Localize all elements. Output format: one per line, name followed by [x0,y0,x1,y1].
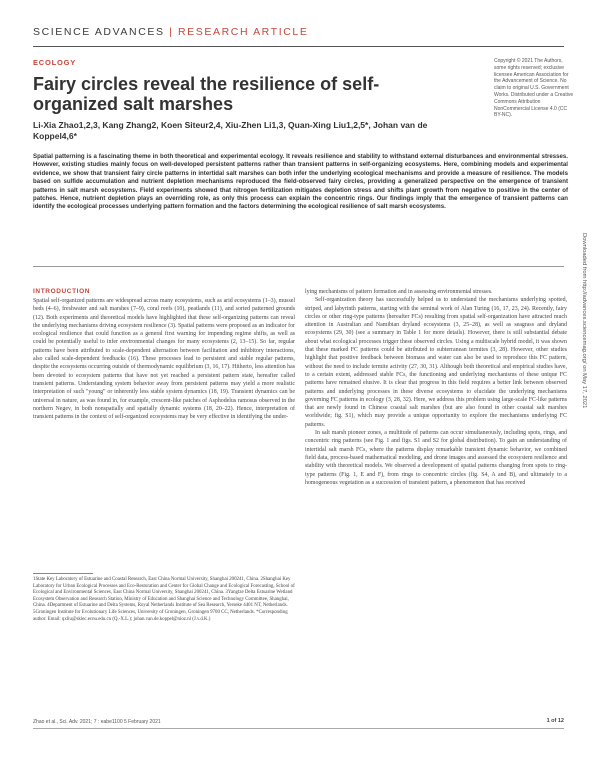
header-separator: | [169,26,174,38]
download-notice: Downloaded from http://advances.sciencemag.org/ on May 17, 2021 [581,233,587,409]
header-rule [33,46,564,47]
article-type: RESEARCH ARTICLE [178,26,309,38]
section-label: ECOLOGY [33,58,77,67]
page-number: 1 of 12 [546,718,564,724]
paragraph: lying mechanisms of pattern formation and in assessing environmental stresses. [305,289,493,295]
author-list: Li-Xia Zhao1,2,3, Kang Zhang2, Koen Siteur2,4, Xiu-Zhen Li1,3, Quan-Xing Liu1,2,5*, Johan van de Koppel4,6* [33,120,428,141]
footnote-rule [33,573,93,574]
footnotes: 1State Key Laboratory of Estuarine and Coastal Research, East China Normal University, Shanghai 200241, China. 2Shanghai Key Laboratory for Urban Ecological Processes and Eco-Restoration and Center for Global Change and Ecological Forecasting, School of Ecological and Environmental Sciences, East China Normal University, Shanghai 200241, China. 3Yangtze Delta Estuarine Wetland Ecosystem Observation and Research Station, Ministry of Education and Shanghai Science and Technology Committee, Shanghai, China. 4Department of Estuarine and Delta Systems, Royal Netherlands Institute of Sea Research, Yerseke 4401 NT, Netherlands. 5Groningen Institute for Evolutionary Life Sciences, University of Groningen, Groningen 9700 CC, Netherlands. *Corresponding author. Email: qxliu@sklec.ecnu.edu.cn (Q.-X.L.); johan.van.de.koppel@nioz.nl (J.v.d.K.) [33,577,295,622]
left-column [33,297,295,421]
paragraph: Self-organization theory has successfully helped us to understand the mechanisms underlying spotted, striped, and labyrinth patterns, starting with the seminal work of Alan Turing (16, 17, 23, 24). Recently, fairy circles or other ring-type patterns (hereafter FCs) resulting from spatial self-organization have attracted much attention in Australian and Namibian dryland ecosystems (3, 25–28), as well as seagrass and dryland ecosystems (29, 30) (see a summary in Table 1 for more details). However, there is still substantial debate about what ecological processes trigger these observed circles. Using a multiscale hybrid model, it was shown that these marked FC patterns could be attributed to subterranean termites (3, 28). However, other studies highlight that positive feedback between biomass and water can also be used to reproduce this FC pattern, without the need to include termite activity (27, 30, 31). Although both theoretical and empirical studies have, to a certain extent, addressed stable FCs, the functioning and underlying mechanisms of these unique FC patterns have remained elusive. It is clear that progress in this field requires a better link between observed patterns and underlying processes in these diverse ecosystems to elucidate the underlying mechanisms governing FC patterns in ecology (3, 28, 32). Here, we address this problem using large-scale FC-like patterns that are newly found in Chinese coastal salt marshes (but are also found in other coastal salt marshes worldwide; fig. S1), which may provide a unique opportunity to explore the mechanisms underlying FC patterns. [305,297,567,428]
paragraph: In salt marsh pioneer zones, a multitude of patterns can occur simultaneously, including spots, rings, and concentric ring patterns (see Fig. 1 and figs. S1 and S2 for global distribution). To gain an understanding of intertidal salt marsh FCs, where the patterns display remarkable transient dynamic behavior, we combined field data, process-based mathematical modeling, and drone images and assessed the ecosystem resilience and stability with theoretical models. We observed a development of spatial patterns changing from spots to ring-type patterns (Fig. 1, E and F), from rings to concentric circles (fig. S4, A and B), and ultimately to a homogeneous vegetation as a succession of transient pattern, a phenomenon that has received [305,430,567,486]
intro-heading: INTRODUCTION [33,288,91,295]
copyright-notice: Copyright © 2021 The Authors, some rights reserved; exclusive licensee American Association for the Advancement of Science. No claim to original U.S. Government Works. Distributed under a Creative Commons Attribution NonCommercial License 4.0 (CC BY-NC). [494,58,574,119]
abstract: Spatial patterning is a fascinating theme in both theoretical and experimental ecology. It reveals resilience and stability to withstand external disturbances and environmental stresses. However, existing studies mainly focus on well-developed persistent patterns rather than transient patterns in self-organizing ecosystems. Here, combining models and experimental evidence, we show that transient fairy circle patterns in intertidal salt marshes can both infer the underlying ecological mechanisms and provide a measure of resilience. The models based on sulfide accumulation and nutrient depletion mechanisms reproduced the field-observed fairy circles, providing a generalized perspective on the emergence of transient patterns in salt marsh ecosystems. Field experiments showed that nitrogen fertilization mitigates depletion stress and shifts plant growth from negative to positive in the center of patches. Hence, nutrient depletion plays an overriding role, as only this process can explain the concentric rings. Our findings imply that the emergence of transient patterns can identify the ecological processes underlying pattern formation and the factors determining the ecological resilience of salt marsh ecosystems. [33,153,568,211]
download-sidebar [578,233,588,463]
journal-name: SCIENCE ADVANCES [33,26,165,38]
article-title: Fairy circles reveal the resilience of self-organized salt marshes [33,74,380,114]
footer-rule [33,728,564,729]
footer-citation: Zhao et al., Sci. Adv. 2021; 7 : eabe1100 5 February 2021 [33,719,161,725]
journal-header [33,26,308,38]
abstract-rule [33,266,564,267]
right-column [305,288,567,487]
paragraph: Spatial self-organized patterns are widespread across many ecosystems, such as arid ecosystems (1–3), mussel beds (4–6), freshwater and salt marshes (7–9), coral reefs (10), peatlands (11), and sorted patterned grounds (12). Both experiments and theoretical models have highlighted that these self-organizing patterns can reveal the underlying mechanisms driving ecosystem resilience (3). Spatial patterns were proposed as an indicator for ecological resilience that could function as a general first warning for impending regime shifts, as well as could be potentially useful to infer environmental changes for many ecosystems (2, 13–15). So far, regular patterns have been attributed to scale-dependent alternation between facilitation and inhibitory interactions, also called scale-dependent feedbacks (16). These processes lead to persistent and stable regular patterns, despite the ecosystems occurring outside of thermodynamic equilibrium (3, 16, 17). Hitherto, less attention has been devoted to ecosystem patterns that have not yet reached a persistent pattern state, hereafter called transient patterns. Understanding system behavior away from persistent patterns may yield a more realistic interpretation of such "young" or inherently less stable system dynamics (18, 19). Transient dynamics can be universal in nature, as was found in, for example, crescent-like patches of Asphodelus ramosus observed in the northern Negev, in both nonspatially and spatially dynamic systems (18, 20–22). Hence, interpretation of transient patterns in the context of self-organized ecosystems may be very effective in identifying the under- [33,298,295,421]
